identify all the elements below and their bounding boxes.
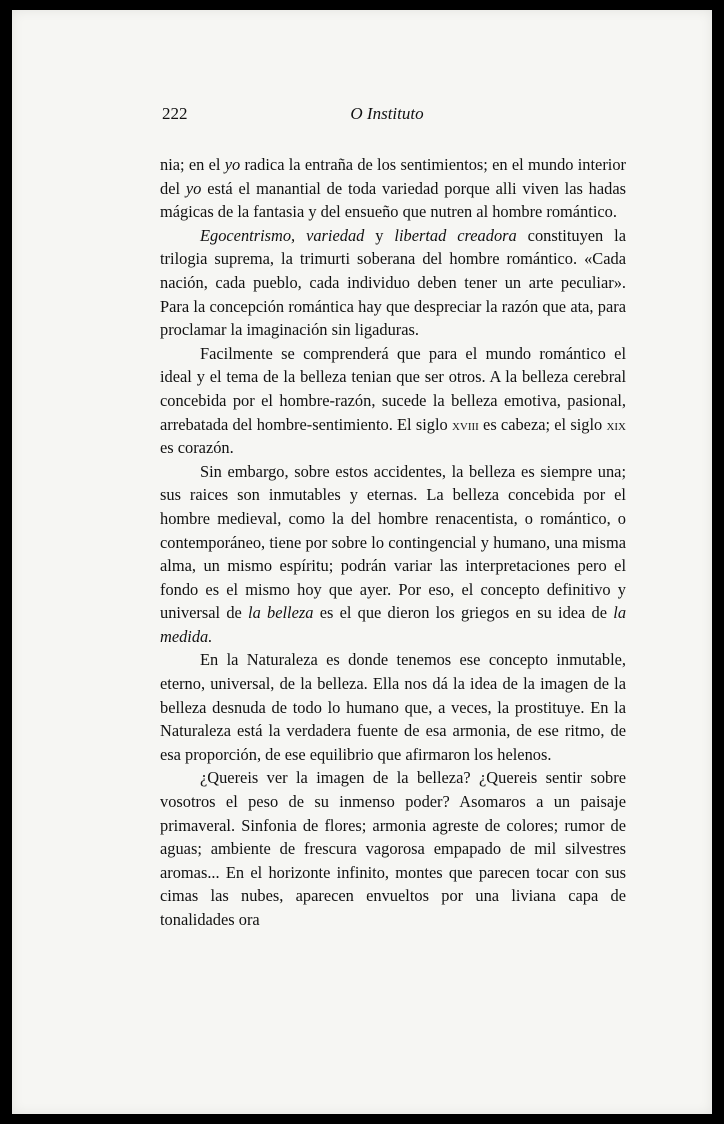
text-run: En la Naturaleza es donde tenemos ese concepto inmutable, eterno, universal, de la belleza. Ella nos dá la idea de la imagen de la belleza desnuda de todo lo humano que, a veces, la prostituye. En la Naturaleza está la verdadera fuente de esa armonia, de ese ritmo, de esa proporción, de ese equilibrio que afirmaron los helenos. <box>160 650 626 764</box>
text-run: xix <box>606 414 626 434</box>
text-run: es el que dieron los griegos en su idea de <box>313 603 614 623</box>
text-run: la belleza <box>248 603 314 623</box>
text-run: ¿Quereis ver la imagen de la belleza? ¿Quereis sentir sobre vosotros el peso de su inmenso poder? Asomaros a un paisaje primaveral. Sinfonia de flores; armonia agreste de colores; rumor de aguas; ambiente de frescura vagorosa empapado de mil silvestres aromas... En el horizonte infinito, montes que parecen tocar con sus cimas las nubes, aparecen envueltos por una liviana capa de tonalidades ora <box>160 768 626 929</box>
text-run: está el manantial de toda variedad porque alli viven las hadas mágicas de la fantasia y del ensueño que nutren al hombre romántico. <box>160 178 626 222</box>
text-run: la medida. <box>160 603 627 646</box>
paragraph <box>160 224 626 342</box>
text-run: y <box>364 225 395 245</box>
text-run: nia; en el <box>160 155 225 174</box>
text-run: constituyen la trilogia suprema, la trimurti soberana del hombre romántico. «Cada nación, cada pueblo, cada individuo deben tener un arte peculiar». Para la concepción romántica hay que despreciar la razón que ata, para proclamar la imaginación sin ligaduras. <box>160 225 626 340</box>
page-body <box>160 153 626 932</box>
text-run: libertad creadora <box>394 225 517 245</box>
text-run: xviii <box>451 414 479 434</box>
page-header <box>162 104 612 126</box>
text-run: yo <box>224 155 241 174</box>
text-run: Sin embargo, sobre estos accidentes, la belleza es siempre una; sus raices son inmutables y eternas. La belleza concebida por el hombre medieval, como la del hombre renacentista, o romántico, o contemporáneo, tiene por sobre lo contingencial y humano, una misma alma, un mismo espíritu; podrán variar las interpretaciones pero el fondo es el mismo hoy que ayer. Por eso, el concepto definitivo y universal de <box>160 461 626 623</box>
paragraph <box>160 342 626 460</box>
paragraph <box>160 153 626 224</box>
text-run: Facilmente se comprenderá que para el mundo romántico el ideal y el tema de la belleza tenian que ser otros. A la belleza cerebral concebida por el hombre-razón, sucede la belleza emotiva, pasional, arrebatada del hombre-sentimiento. El siglo <box>160 343 626 434</box>
text-run: yo <box>185 178 202 198</box>
text-run: es corazón. <box>160 438 234 458</box>
paragraph <box>160 648 626 766</box>
text-run: radica la entraña de los sentimientos; en el mundo interior del <box>160 155 627 198</box>
paragraph <box>160 766 626 931</box>
running-title: O Instituto <box>350 104 424 123</box>
page-number: 222 <box>162 104 188 123</box>
text-run: Egocentrismo, variedad <box>200 225 365 245</box>
paragraph <box>160 460 626 649</box>
text-run: es cabeza; el siglo <box>478 414 607 434</box>
book-page <box>12 10 712 1114</box>
